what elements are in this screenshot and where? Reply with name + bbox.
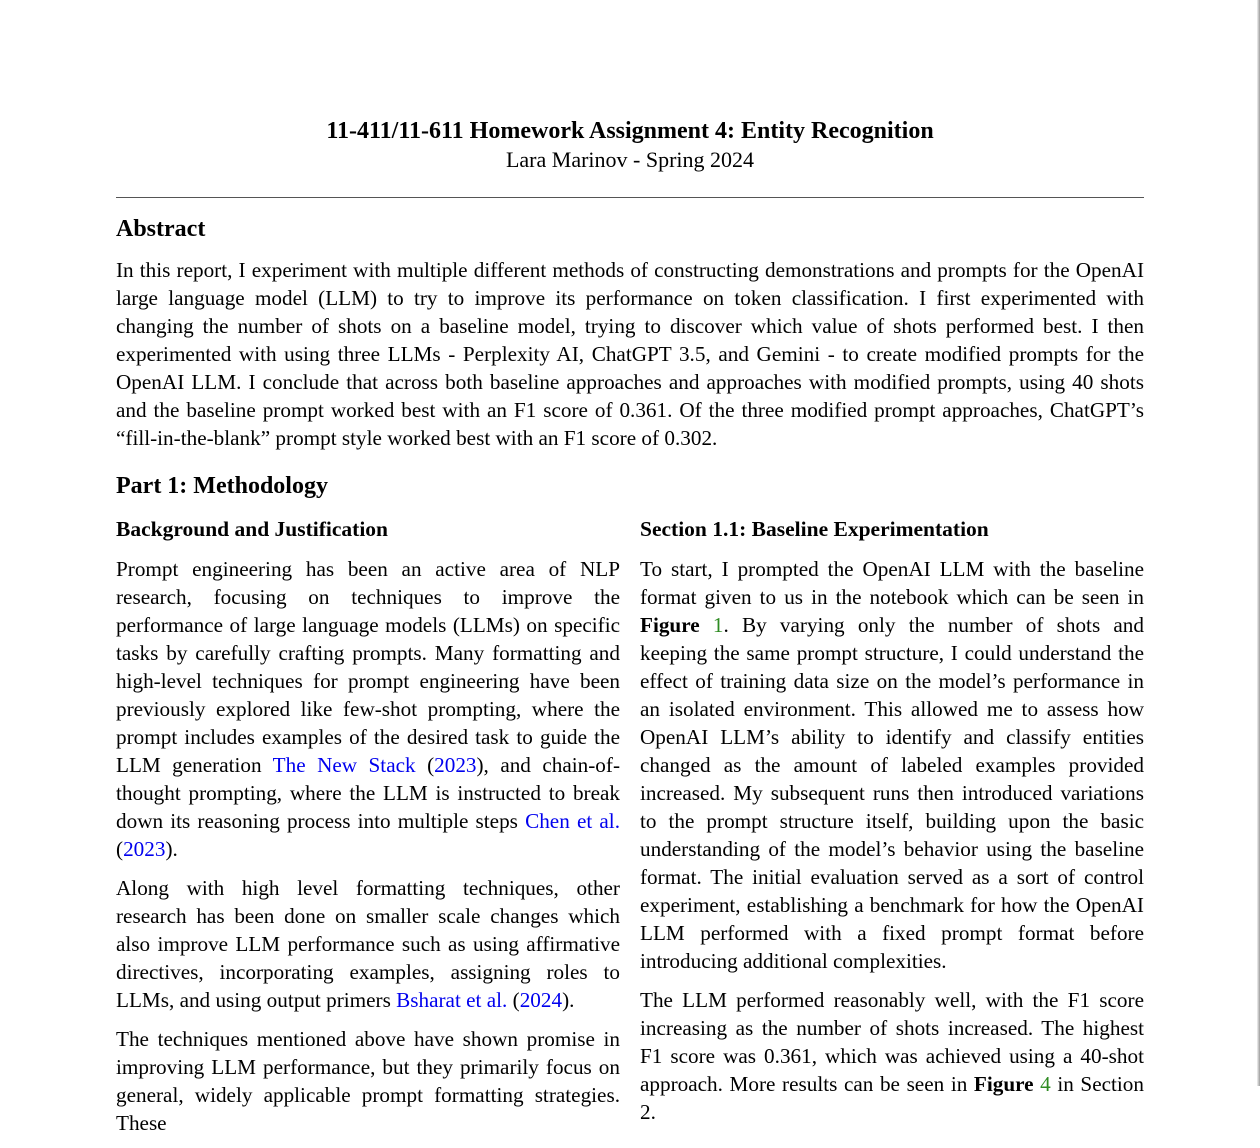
right-column	[640, 514, 1144, 1137]
baseline-p2-text-a: The LLM performed reasonably well, with the F1 score increasing as the number of shots increased. The highest F1 score was 0.361, which was achieved using a 40-shot approach. More results can be seen in	[640, 988, 1144, 1096]
baseline-p1-text-a: To start, I prompted the OpenAI LLM with the baseline format given to us in the notebook which can be seen in	[640, 557, 1144, 609]
abstract-text: In this report, I experiment with multiple different methods of constructing demonstrations and prompts for the OpenAI large language model (LLM) to try to improve its performance on token classification. I first experimented with changing the number of shots on a baseline model, trying to discover which value of shots performed best. I then experimented with using three LLMs - Perplexity AI, ChatGPT 3.5, and Gemini - to create modified prompts for the OpenAI LLM. I conclude that across both baseline approaches and approaches with modified prompts, using 40 shots and the baseline prompt worked best with an F1 score of 0.361. Of the three modified prompt approaches, ChatGPT’s “fill-in-the-blank” prompt style worked best with an F1 score of 0.302.	[116, 258, 1144, 450]
figure-label-4: Figure	[973, 1072, 1034, 1096]
background-p1-text-b: and chain-of-thought prompting, where the LLM is instructed to break down its reasoning process into multiple steps	[116, 753, 620, 833]
background-p1-text-a: Prompt engineering has been an active area of NLP research, focusing on techniques to improve the performance of large language models (LLMs) on specific tasks by carefully crafting prompts. Many formatting and high-level techniques for prompt engineering have been previously explored like few-shot prompting, where the prompt includes examples of the desired task to guide the LLM generation	[116, 557, 620, 777]
baseline-p1-text-b: . By varying only the number of shots and keeping the same prompt structure, I could understand the effect of training data size on the model’s performance in an isolated environment. This allowed me to assess how OpenAI LLM’s ability to identify and classify entities changed as the amount of labeled examples provided increased. My subsequent runs then introduced variations to the prompt structure itself, building upon the basic understanding of the model’s behavior using the baseline format. The initial evaluation served as a sort of control experiment, establishing a benchmark for how the OpenAI LLM performed with a fixed prompt format before introducing additional complexities.	[640, 613, 1144, 973]
author-line: Lara Marinov - Spring 2024	[505, 147, 755, 172]
figure-ref-4[interactable]: 4	[1040, 1072, 1051, 1096]
citation-year-2023-chen[interactable]: 2023	[123, 837, 166, 861]
left-column	[116, 514, 620, 1148]
paper-title: 11-411/11-611 Homework Assignment 4: Entity Recognition	[326, 118, 934, 144]
figure-label-1: Figure	[640, 613, 700, 637]
title-rule	[116, 197, 1144, 198]
citation-year-2024-bsharat[interactable]: 2024	[519, 988, 563, 1012]
citation-bsharat-et-al[interactable]: Bsharat et al.	[396, 988, 508, 1012]
background-p2-text: Along with high level formatting techniques, other research has been done on smaller scale changes which also improve LLM performance such as using affirmative directives, incorporating examples, assigning roles to LLMs, and using output primers	[116, 876, 620, 1012]
background-heading: Background and Justification	[116, 517, 389, 541]
figure-ref-1[interactable]: 1	[712, 613, 724, 637]
background-paragraph-1: Prompt engineering has been an active area of NLP research, focusing on techniques to improve the performance of large language models (LLMs) on specific tasks by carefully crafting prompts. Many formatting and high-level techniques for prompt engineering have been previously explored like few-shot prompting, where the prompt includes examples of the desired task to guide the LLM generation The New Stack (2023), and chain-of-thought prompting, where the LLM is instructed to break down its reasoning process into multiple steps Chen et al. (2023).	[116, 557, 620, 861]
background-paragraph-3: The techniques mentioned above have shown promise in improving LLM performance, but they primarily focus on general, widely applicable prompt formatting strategies. These	[116, 1027, 620, 1135]
baseline-paragraph-2	[640, 986, 1144, 1126]
section-1-1-heading: Section 1.1: Baseline Experimentation	[640, 517, 989, 541]
baseline-p2-text-b: in Section 2.	[640, 1072, 1144, 1124]
part1-heading: Part 1: Methodology	[116, 473, 328, 499]
citation-the-new-stack[interactable]: The New Stack	[272, 753, 416, 777]
baseline-paragraph-1	[640, 555, 1144, 975]
citation-chen-et-al[interactable]: Chen et al.	[525, 809, 620, 833]
citation-year-2023-new-stack[interactable]: 2023	[434, 753, 477, 777]
background-paragraph-2: Along with high level formatting techniques, other research has been done on smaller scale changes which also improve LLM performance such as using affirmative directives, incorporating examples, assigning roles to LLMs, and using output primers Bsharat et al. (2024).	[116, 876, 620, 1012]
abstract-heading: Abstract	[116, 216, 206, 242]
